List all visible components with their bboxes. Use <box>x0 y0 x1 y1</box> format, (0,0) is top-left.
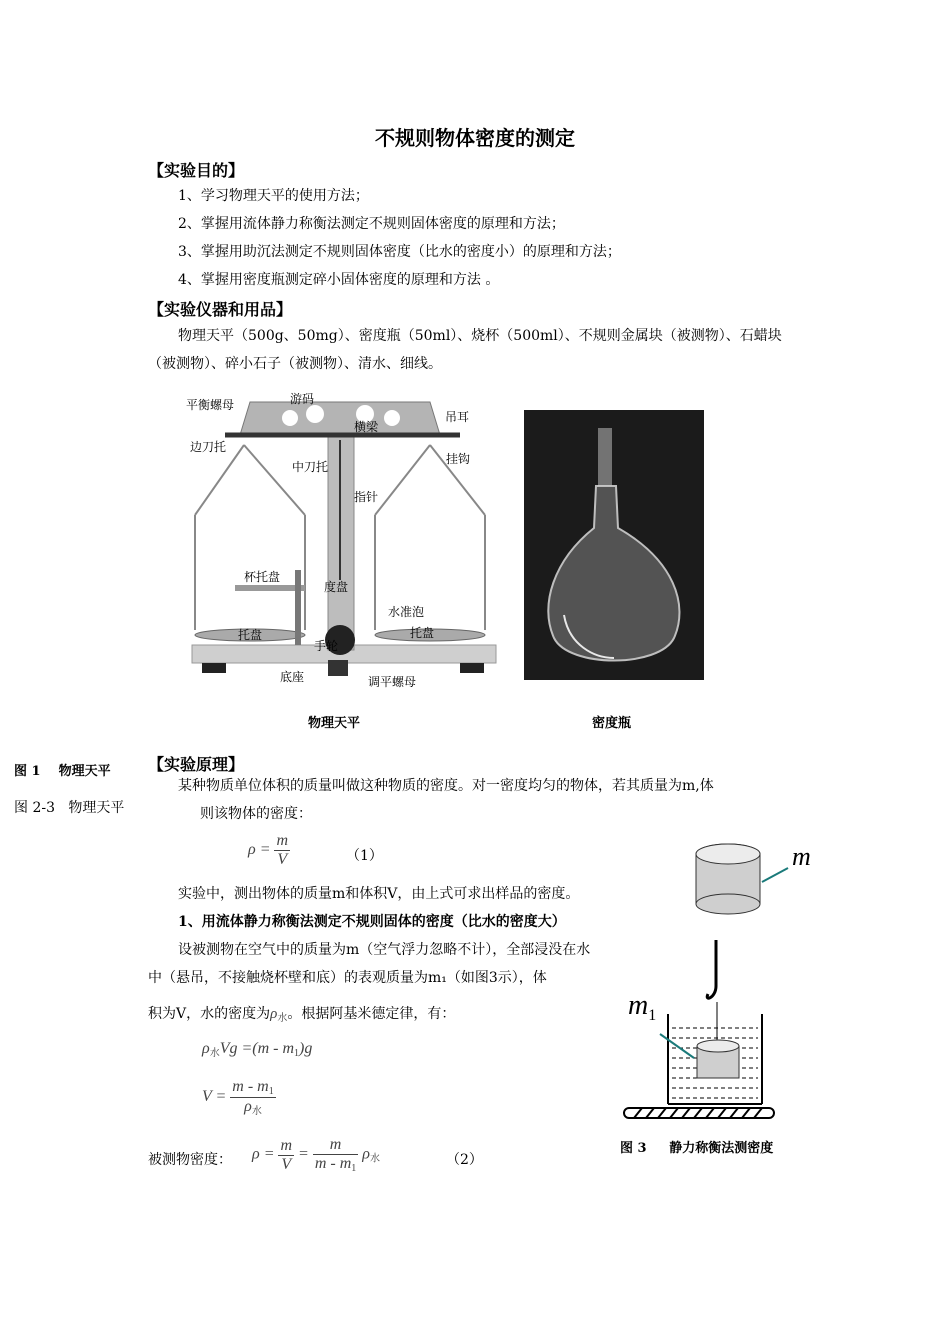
equation-volume: V = $\frac{m - m_1}{\rho_水}$ <box>202 1078 274 1117</box>
principle-heading: 【实验原理】 <box>148 755 245 774</box>
principle-line-6: 积为V，水的密度为$\rho_水$。根据阿基米德定律，有： <box>148 1006 456 1024</box>
purpose-item-3: 3、掌握用助沉法测定不规则固体密度（比水的密度小）的原理和方法； <box>178 244 621 260</box>
label-guagou: 挂钩 <box>446 452 471 466</box>
caption-fig2-3: 图 2-3 物理天平 <box>14 800 125 816</box>
principle-line-4: 设被测物在空气中的质量为m（空气浮力忽略不计），全部浸没在水 <box>178 942 591 958</box>
equation-archimedes: $\rho_水Vg =(m - m_1)g$ <box>202 1040 313 1059</box>
label-diaoer: 吊耳 <box>445 410 470 424</box>
equation-1-label: （1） <box>346 848 383 864</box>
equipment-line-1: 物理天平（500g、50mg）、密度瓶（50ml）、烧杯（500ml）、不规则金属块（被测物）、石蜡块 <box>178 328 782 344</box>
purpose-heading: 【实验目的】 <box>148 161 245 180</box>
principle-line-3: 实验中，测出物体的质量m和体积V，由上式可求出样品的密度。 <box>178 886 580 902</box>
purpose-item-4: 4、掌握用密度瓶测定碎小固体密度的原理和方法 。 <box>178 272 500 288</box>
purpose-item-2: 2、掌握用流体静力称衡法测定不规则固体密度的原理和方法； <box>178 216 565 232</box>
label-shuizhunpao: 水准泡 <box>388 605 425 619</box>
label-dupan: 度盘 <box>324 580 349 594</box>
hydrostatic-figure <box>620 936 790 1126</box>
equipment-heading: 【实验仪器和用品】 <box>148 300 293 319</box>
label-tuopan-right: 托盘 <box>410 626 435 640</box>
equation-2-label: （2） <box>446 1152 483 1168</box>
equation-1: ρ = $\frac{m}{V}$ <box>248 832 289 868</box>
equipment-line-2: （被测物）、碎小石子（被测物）、清水、细线。 <box>148 356 442 372</box>
caption-fig3: 图 3 静力称衡法测密度 <box>620 1141 774 1156</box>
label-tiaoping: 调平螺母 <box>368 675 417 689</box>
label-youma: 游码 <box>290 392 315 406</box>
figure-label-m: m <box>792 842 811 871</box>
caption-bottle: 密度瓶 <box>592 716 632 731</box>
caption-fig1: 图 1 物理天平 <box>14 764 111 779</box>
purpose-item-1: 1、学习物理天平的使用方法； <box>178 188 369 204</box>
principle-line-5: 中（悬吊，不接触烧杯壁和底）的表观质量为m₁（如图3示），体 <box>148 970 547 986</box>
principle-line-1: 某种物质单位体积的质量叫做这种物质的密度。对一密度均匀的物体，若其质量为m,体 <box>178 778 714 794</box>
density-bottle-photo <box>524 410 704 680</box>
principle-subheading-1: 1、用流体静力称衡法测定不规则固体的密度（比水的密度大） <box>178 914 566 930</box>
label-hengliang: 横梁 <box>354 420 379 434</box>
caption-balance: 物理天平 <box>308 716 361 731</box>
principle-line-2: 则该物体的密度： <box>200 806 312 822</box>
equation-2: ρ = $\frac{m}{V}$ = $\frac{m}{m - m_1}$ $\rho_水$ <box>252 1136 380 1174</box>
label-pingheng: 平衡螺母 <box>186 398 235 412</box>
label-zhongdaotuo: 中刀托 <box>292 460 329 474</box>
balance-illustration <box>180 390 510 695</box>
label-shoulun: 手轮 <box>314 639 339 653</box>
label-dizuo: 底座 <box>280 670 305 684</box>
label-beituopan: 杯托盘 <box>244 570 281 584</box>
label-biandaotuo: 边刀托 <box>190 440 227 454</box>
label-tuopan-left: 托盘 <box>238 628 263 642</box>
label-zhizhen: 指针 <box>354 490 379 504</box>
figure-label-m1: $m_1$ <box>628 990 657 1024</box>
principle-line-7: 被测物密度： <box>148 1152 232 1168</box>
page-title: 不规则物体密度的测定 <box>375 126 575 150</box>
